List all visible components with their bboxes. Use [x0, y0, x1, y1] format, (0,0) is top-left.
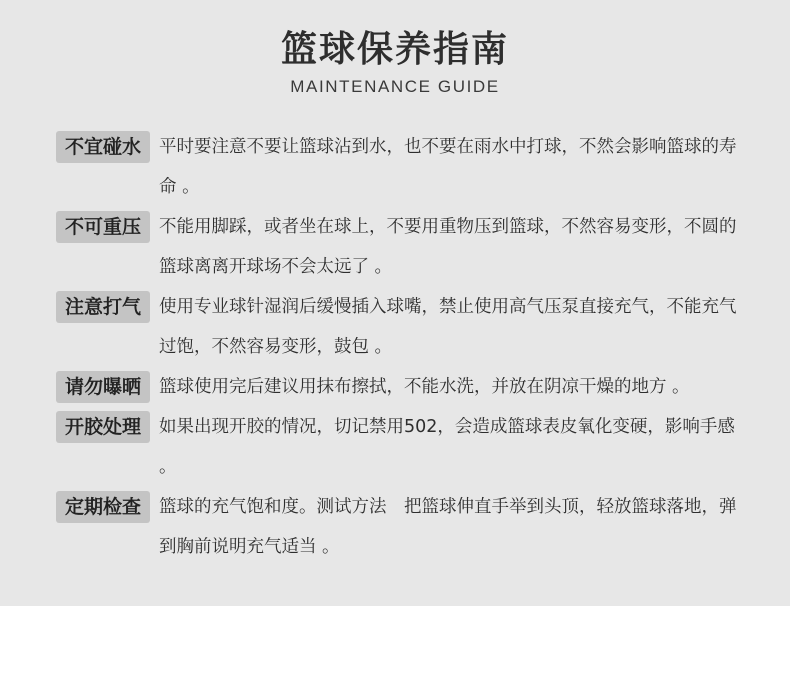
- guide-item-text: 篮球的充气饱和度。测试方法 把篮球伸直手举到头顶，轻放篮球落地，弹到胸前说明充气适当 。: [159, 497, 737, 557]
- guide-item-water: [56, 127, 748, 207]
- guide-item-text: 如果出现开胶的情况，切记禁用502，会造成篮球表皮氧化变硬，影响手感 。: [159, 417, 735, 477]
- guide-item-text: 篮球使用完后建议用抹布擦拭，不能水洗，并放在阴凉干燥的地方 。: [159, 377, 690, 397]
- page-subtitle: MAINTENANCE GUIDE: [290, 77, 500, 96]
- guide-item-tag: 定期检查: [56, 491, 150, 523]
- guide-item-text: 平时要注意不要让篮球沾到水，也不要在雨水中打球，不然会影响篮球的寿命 。: [159, 137, 737, 197]
- guide-item-sun: [56, 367, 748, 407]
- guide-item-tag: 不可重压: [56, 211, 150, 243]
- guide-item-text: 不能用脚踩，或者坐在球上，不要用重物压到篮球，不然容易变形，不圆的篮球离离开球场不会太远了 。: [159, 217, 737, 277]
- guide-item-text: 使用专业球针湿润后缓慢插入球嘴，禁止使用高气压泵直接充气，不能充气过饱，不然容易变形，鼓包 。: [159, 297, 737, 357]
- guide-item-inflate: [56, 287, 748, 367]
- guide-item-pressure: [56, 207, 748, 287]
- guide-item-check: [56, 487, 748, 567]
- page-title: 篮球保养指南: [280, 29, 509, 70]
- guide-item-tag: 注意打气: [56, 291, 150, 323]
- guide-item-tag: 不宜碰水: [56, 131, 150, 163]
- guide-item-glue: [56, 407, 748, 487]
- guide-list: [56, 127, 748, 567]
- guide-item-tag: 开胶处理: [56, 411, 150, 443]
- guide-item-tag: 请勿曝晒: [56, 371, 150, 403]
